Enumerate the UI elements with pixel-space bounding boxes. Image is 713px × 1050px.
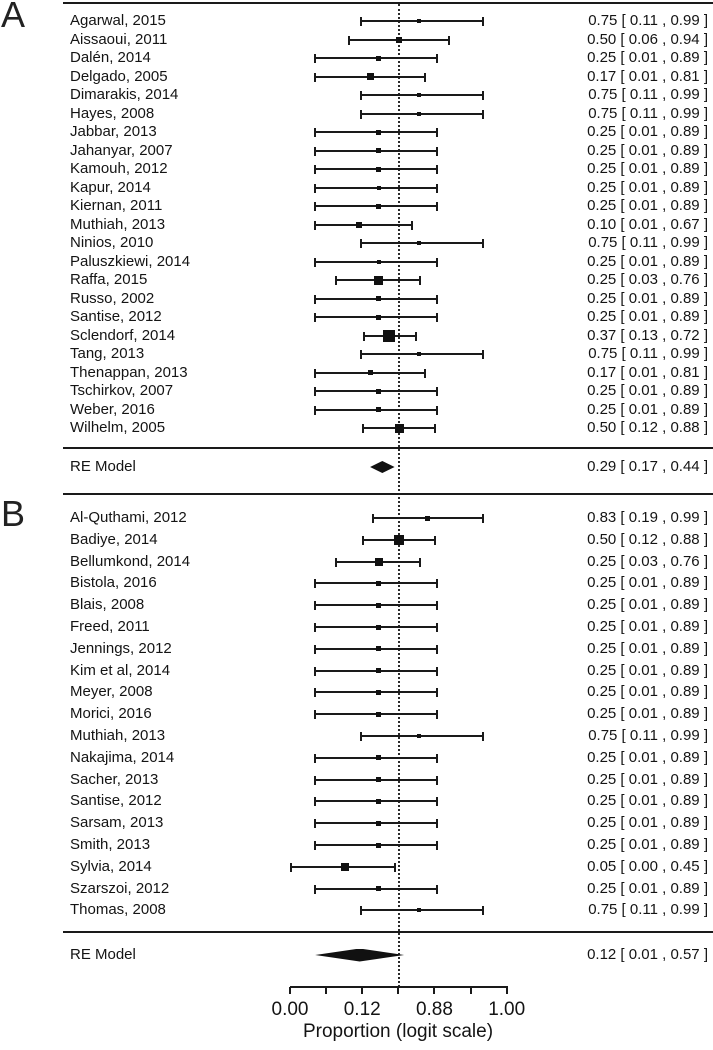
estimate-text: 0.25 [ 0.01 , 0.89 ]: [587, 178, 708, 196]
ci-cap-right: [436, 645, 438, 654]
estimate-text: 0.25 [ 0.01 , 0.89 ]: [587, 748, 708, 766]
point-marker: [376, 56, 381, 61]
ci-cap-left: [314, 819, 316, 828]
point-marker: [417, 112, 421, 116]
estimate-text: 0.17 [ 0.01 , 0.81 ]: [587, 67, 708, 85]
ci-cap-left: [362, 536, 364, 545]
point-marker: [376, 625, 381, 630]
panel-a-summary-rule: [63, 447, 713, 449]
ci-bar: [361, 242, 483, 244]
estimate-text: 0.83 [ 0.19 , 0.99 ]: [587, 509, 708, 526]
ci-cap-right: [436, 710, 438, 719]
ci-cap-right: [436, 667, 438, 676]
panel-a-top-rule: [63, 2, 713, 4]
study-label: Kapur, 2014: [70, 178, 151, 196]
estimate-text: 0.25 [ 0.01 , 0.89 ]: [587, 705, 708, 723]
ci-cap-right: [448, 36, 450, 45]
ci-cap-right: [436, 885, 438, 894]
point-marker: [376, 407, 381, 412]
point-marker: [377, 260, 381, 264]
study-label: Thenappan, 2013: [70, 363, 188, 381]
study-label: Ninios, 2010: [70, 234, 154, 251]
study-label: Raffa, 2015: [70, 271, 148, 288]
x-axis-tick: [325, 987, 327, 994]
study-label: Nakajima, 2014: [70, 748, 175, 766]
point-marker: [417, 352, 421, 356]
ci-cap-right: [436, 754, 438, 763]
estimate-text: 0.50 [ 0.06 , 0.94 ]: [587, 30, 708, 48]
estimate-text: 0.25 [ 0.01 , 0.89 ]: [587, 879, 708, 897]
study-label: Szarszoi, 2012: [70, 879, 170, 897]
ci-cap-right: [482, 239, 484, 248]
point-marker: [376, 204, 381, 209]
study-label: Blais, 2008: [70, 596, 145, 614]
ci-cap-right: [436, 688, 438, 697]
point-marker: [417, 908, 421, 912]
estimate-text: 0.25 [ 0.01 , 0.89 ]: [587, 289, 708, 307]
study-label: Kiernan, 2011: [70, 197, 163, 214]
study-label: Jennings, 2012: [70, 639, 172, 657]
point-marker: [376, 712, 381, 717]
ci-cap-right: [436, 128, 438, 137]
panel-b-summary-rule: [63, 931, 713, 933]
ci-cap-right: [415, 332, 417, 341]
study-label: Tschirkov, 2007: [70, 382, 174, 399]
ci-cap-right: [436, 147, 438, 156]
ci-cap-right: [436, 601, 438, 610]
estimate-text: 0.25 [ 0.01 , 0.89 ]: [587, 792, 708, 810]
ci-cap-left: [360, 906, 362, 915]
study-label: Santise, 2012: [70, 308, 162, 325]
ci-cap-left: [314, 841, 316, 850]
study-label: Dimarakis, 2014: [70, 86, 179, 103]
point-marker: [376, 646, 381, 651]
summary-diamond: [315, 949, 404, 962]
summary-diamond: [370, 461, 395, 473]
ci-cap-left: [348, 36, 350, 45]
ci-cap-right: [436, 184, 438, 193]
ci-cap-right: [436, 313, 438, 322]
estimate-text: 0.50 [ 0.12 , 0.88 ]: [587, 419, 708, 436]
study-label: Sylvia, 2014: [70, 857, 152, 875]
ci-cap-left: [360, 91, 362, 100]
study-label: Sacher, 2013: [70, 770, 159, 788]
ci-cap-right: [436, 819, 438, 828]
estimate-text: 0.25 [ 0.01 , 0.89 ]: [587, 596, 708, 614]
point-marker: [368, 370, 373, 375]
estimate-text: 0.25 [ 0.01 , 0.89 ]: [587, 382, 708, 399]
point-marker: [417, 19, 421, 23]
estimate-text: 0.25 [ 0.01 , 0.89 ]: [587, 197, 708, 214]
ci-cap-right: [436, 776, 438, 785]
ci-cap-left: [314, 128, 316, 137]
point-marker: [417, 93, 421, 97]
ci-cap-right: [436, 295, 438, 304]
ci-bar: [361, 20, 483, 22]
study-label: Kim et al, 2014: [70, 661, 171, 679]
re-estimate-text: 0.12 [ 0.01 , 0.57 ]: [587, 946, 708, 963]
estimate-text: 0.25 [ 0.01 , 0.89 ]: [587, 141, 708, 159]
study-label: Agarwal, 2015: [70, 12, 166, 29]
estimate-text: 0.25 [ 0.01 , 0.89 ]: [587, 308, 708, 325]
ci-cap-left: [314, 688, 316, 697]
estimate-text: 0.25 [ 0.01 , 0.89 ]: [587, 252, 708, 270]
estimate-text: 0.25 [ 0.01 , 0.89 ]: [587, 49, 708, 66]
ci-cap-left: [314, 885, 316, 894]
x-axis-tick: [397, 987, 399, 994]
estimate-text: 0.37 [ 0.13 , 0.72 ]: [587, 326, 708, 344]
estimate-text: 0.25 [ 0.01 , 0.89 ]: [587, 683, 708, 701]
ci-cap-left: [314, 623, 316, 632]
ci-cap-left: [314, 369, 316, 378]
estimate-text: 0.25 [ 0.01 , 0.89 ]: [587, 618, 708, 635]
x-tick-label: 1.00: [488, 999, 526, 1020]
point-marker: [376, 148, 381, 153]
estimate-text: 0.05 [ 0.00 , 0.45 ]: [587, 857, 708, 875]
point-marker: [376, 296, 381, 301]
study-label: Delgado, 2005: [70, 67, 168, 85]
x-tick-label: 0.12: [343, 999, 381, 1020]
ci-cap-right: [436, 54, 438, 63]
panel-divider-rule: [63, 493, 713, 495]
ci-cap-left: [314, 221, 316, 230]
ci-cap-left: [360, 17, 362, 26]
ci-cap-right: [436, 202, 438, 211]
study-label: Weber, 2016: [70, 400, 155, 418]
estimate-text: 0.25 [ 0.03 , 0.76 ]: [587, 552, 708, 570]
point-marker: [376, 821, 381, 826]
study-label: Al-Quthami, 2012: [70, 509, 187, 526]
estimate-text: 0.25 [ 0.01 , 0.89 ]: [587, 123, 708, 140]
estimate-text: 0.10 [ 0.01 , 0.67 ]: [587, 215, 708, 233]
x-axis-tick: [289, 987, 291, 994]
ci-cap-right: [436, 623, 438, 632]
ci-cap-left: [360, 732, 362, 741]
study-label: Santise, 2012: [70, 792, 162, 810]
point-marker: [417, 241, 421, 245]
ci-cap-left: [314, 184, 316, 193]
ci-cap-left: [335, 276, 337, 285]
ci-cap-right: [436, 797, 438, 806]
ci-cap-left: [314, 645, 316, 654]
ci-cap-left: [314, 202, 316, 211]
study-label: Bistola, 2016: [70, 574, 157, 592]
ci-cap-right: [424, 369, 426, 378]
ci-cap-right: [419, 558, 421, 567]
study-label: Freed, 2011: [70, 618, 150, 635]
ci-cap-left: [314, 54, 316, 63]
ci-cap-left: [360, 350, 362, 359]
ci-bar: [361, 909, 483, 911]
study-label: Paluszkiewi, 2014: [70, 252, 191, 270]
study-label: Muthiah, 2013: [70, 727, 166, 744]
estimate-text: 0.25 [ 0.01 , 0.89 ]: [587, 400, 708, 418]
point-marker: [425, 516, 430, 521]
ci-cap-right: [482, 110, 484, 119]
x-axis-title: Proportion (logit scale): [302, 1021, 494, 1042]
estimate-text: 0.25 [ 0.01 , 0.89 ]: [587, 160, 708, 177]
study-label: Smith, 2013: [70, 836, 151, 853]
study-label: Muthiah, 2013: [70, 215, 166, 233]
study-label: Russo, 2002: [70, 289, 155, 307]
x-axis-tick: [506, 987, 508, 994]
x-tick-label: 0.00: [271, 999, 309, 1020]
study-label: Dalén, 2014: [70, 49, 151, 66]
point-marker: [417, 734, 421, 738]
estimate-text: 0.25 [ 0.01 , 0.89 ]: [587, 661, 708, 679]
ci-cap-right: [482, 514, 484, 523]
ci-cap-right: [434, 536, 436, 545]
point-marker: [396, 37, 402, 43]
study-label: Jahanyar, 2007: [70, 141, 173, 159]
ci-cap-left: [314, 754, 316, 763]
point-marker: [376, 315, 381, 320]
point-marker: [341, 863, 349, 871]
ci-cap-left: [314, 165, 316, 174]
point-marker: [374, 276, 383, 285]
point-marker: [376, 690, 381, 695]
study-label: Morici, 2016: [70, 705, 152, 723]
ci-cap-left: [363, 332, 365, 341]
point-marker: [376, 668, 381, 673]
study-label: Hayes, 2008: [70, 104, 155, 122]
ci-cap-left: [314, 579, 316, 588]
point-marker: [376, 389, 381, 394]
point-marker: [376, 799, 381, 804]
ci-bar: [361, 735, 483, 737]
x-axis-tick: [470, 987, 472, 994]
ci-cap-left: [314, 258, 316, 267]
point-marker: [395, 424, 404, 433]
estimate-text: 0.75 [ 0.11 , 0.99 ]: [588, 86, 708, 103]
study-label: Aissaoui, 2011: [70, 30, 168, 48]
ci-cap-right: [482, 906, 484, 915]
ci-cap-right: [436, 841, 438, 850]
point-marker: [376, 843, 381, 848]
x-axis-tick: [361, 987, 363, 994]
estimate-text: 0.50 [ 0.12 , 0.88 ]: [587, 530, 708, 548]
panel-b-label: B: [1, 493, 26, 534]
study-label: Tang, 2013: [70, 345, 145, 362]
estimate-text: 0.75 [ 0.11 , 0.99 ]: [588, 234, 708, 251]
point-marker: [377, 186, 381, 190]
ci-cap-right: [436, 579, 438, 588]
study-label: Jabbar, 2013: [70, 123, 157, 140]
estimate-text: 0.75 [ 0.11 , 0.99 ]: [588, 12, 708, 29]
ci-bar: [361, 353, 483, 355]
study-label: Bellumkond, 2014: [70, 552, 191, 570]
estimate-text: 0.25 [ 0.01 , 0.89 ]: [587, 814, 708, 832]
ci-cap-right: [482, 732, 484, 741]
ci-cap-left: [290, 863, 292, 872]
ci-cap-left: [335, 558, 337, 567]
re-model-label: RE Model: [70, 946, 136, 963]
ci-cap-right: [434, 424, 436, 433]
ci-cap-left: [314, 601, 316, 610]
study-label: Kamouh, 2012: [70, 160, 168, 177]
re-model-label: RE Model: [70, 458, 136, 475]
ci-bar: [361, 94, 483, 96]
estimate-text: 0.17 [ 0.01 , 0.81 ]: [587, 363, 708, 381]
point-marker: [383, 330, 395, 342]
point-marker: [375, 558, 383, 566]
ci-cap-right: [436, 387, 438, 396]
ci-cap-left: [314, 147, 316, 156]
ci-cap-left: [372, 514, 374, 523]
point-marker: [376, 581, 381, 586]
estimate-text: 0.25 [ 0.01 , 0.89 ]: [587, 836, 708, 853]
estimate-text: 0.25 [ 0.03 , 0.76 ]: [587, 271, 708, 288]
study-label: Wilhelm, 2005: [70, 419, 166, 436]
panel-a-label: A: [1, 0, 26, 35]
point-marker: [376, 130, 381, 135]
point-marker: [376, 777, 381, 782]
ci-cap-left: [360, 239, 362, 248]
ci-cap-left: [314, 295, 316, 304]
ci-cap-right: [482, 350, 484, 359]
point-marker: [394, 535, 404, 545]
estimate-text: 0.25 [ 0.01 , 0.89 ]: [587, 770, 708, 788]
x-axis-tick: [433, 987, 435, 994]
ci-cap-left: [314, 667, 316, 676]
point-marker: [367, 73, 374, 80]
point-marker: [376, 603, 381, 608]
study-label: Badiye, 2014: [70, 530, 158, 548]
estimate-text: 0.25 [ 0.01 , 0.89 ]: [587, 574, 708, 592]
estimate-text: 0.25 [ 0.01 , 0.89 ]: [587, 639, 708, 657]
point-marker: [376, 886, 381, 891]
ci-cap-left: [314, 406, 316, 415]
ci-cap-left: [362, 424, 364, 433]
ci-bar: [361, 113, 483, 115]
ci-cap-right: [424, 73, 426, 82]
x-tick-label: 0.88: [415, 999, 453, 1020]
ci-cap-right: [419, 276, 421, 285]
study-label: Sarsam, 2013: [70, 814, 164, 832]
ci-cap-right: [411, 221, 413, 230]
ci-cap-right: [394, 863, 396, 872]
ci-bar: [315, 224, 412, 226]
point-marker: [356, 222, 362, 228]
estimate-text: 0.75 [ 0.11 , 0.99 ]: [588, 901, 708, 919]
point-marker: [376, 755, 381, 760]
ci-cap-left: [314, 776, 316, 785]
ci-cap-right: [482, 17, 484, 26]
estimate-text: 0.75 [ 0.11 , 0.99 ]: [588, 727, 708, 744]
estimate-text: 0.75 [ 0.11 , 0.99 ]: [588, 104, 708, 122]
ci-cap-left: [360, 110, 362, 119]
study-label: Thomas, 2008: [70, 901, 166, 919]
study-label: Meyer, 2008: [70, 683, 153, 701]
ci-cap-left: [314, 797, 316, 806]
ci-cap-left: [314, 710, 316, 719]
ci-cap-right: [482, 91, 484, 100]
ci-cap-right: [436, 165, 438, 174]
ci-cap-left: [314, 73, 316, 82]
estimate-text: 0.75 [ 0.11 , 0.99 ]: [588, 345, 708, 362]
ci-cap-right: [436, 406, 438, 415]
study-label: Sclendorf, 2014: [70, 326, 176, 344]
re-estimate-text: 0.29 [ 0.17 , 0.44 ]: [587, 458, 708, 475]
point-marker: [376, 167, 381, 172]
ci-cap-left: [314, 387, 316, 396]
ci-cap-left: [314, 313, 316, 322]
ci-cap-right: [436, 258, 438, 267]
